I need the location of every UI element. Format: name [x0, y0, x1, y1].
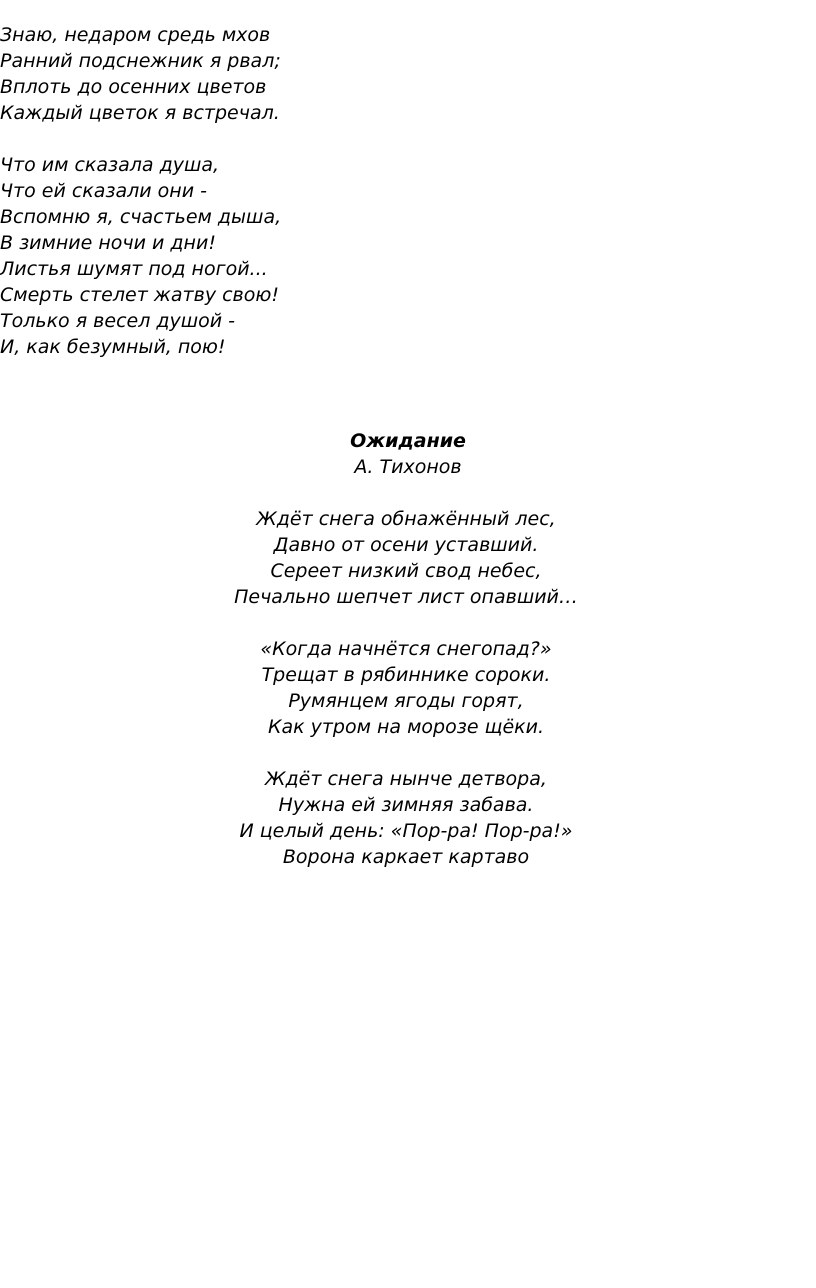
poem-line: Ворона каркает картаво — [282, 846, 530, 868]
poem-1 — [0, 22, 420, 360]
poem-line: Только я весел душой - — [0, 310, 236, 332]
poem-line: Вспомню я, счастьем дыша, — [0, 206, 282, 228]
stanza-gap — [0, 610, 816, 636]
poem-line: Вплоть до осенних цветов — [0, 76, 267, 98]
poem-line: Ждёт снега нынче детвора, — [265, 768, 547, 790]
poem-line: И целый день: «Пор-ра! Пор-ра!» — [239, 820, 573, 842]
poem-author: А. Тихонов — [354, 456, 462, 478]
poem-line: Ждёт снега обнажённый лес, — [256, 508, 556, 530]
poem-line: «Когда начнётся снегопад?» — [260, 638, 552, 660]
poem-title: Ожидание — [350, 430, 466, 452]
stanza-gap — [0, 480, 816, 506]
poem-line: Знаю, недаром средь мхов — [0, 24, 271, 46]
poem-line: В зимние ночи и дни! — [0, 232, 216, 254]
stanza-gap — [0, 740, 816, 766]
poem-line: Печально шепчет лист опавший… — [234, 586, 578, 608]
poem-line: И, как безумный, пою! — [0, 336, 226, 358]
poem-2-stanza-3 — [0, 766, 814, 870]
poem-2 — [0, 428, 816, 870]
poem-line: Сереет низкий свод небес, — [270, 560, 542, 582]
poem-line: Трещат в рябиннике сороки. — [261, 664, 551, 686]
poem-2-stanza-2 — [0, 636, 814, 740]
poem-line: Как утром на морозе щёки. — [267, 716, 545, 738]
poem-line: Нужна ей зимняя забава. — [278, 794, 534, 816]
poem-line: Ранний подснежник я рвал; — [0, 50, 281, 72]
poem-line: Румянцем ягоды горят, — [288, 690, 524, 712]
poem-line: Листья шумят под ногой... — [0, 258, 268, 280]
poem-1-stanza-2 — [0, 152, 420, 360]
poem-1-stanza-1 — [0, 22, 420, 126]
poem-line: Что им сказала душа, — [0, 154, 220, 176]
poem-2-stanza-1 — [0, 506, 814, 610]
poem-line: Смерть стелет жатву свою! — [0, 284, 279, 306]
poem-line: Что ей сказали они - — [0, 180, 207, 202]
poem-line: Каждый цветок я встречал. — [0, 102, 280, 124]
stanza-gap — [0, 126, 420, 152]
poem-line: Давно от осени уставший. — [273, 534, 539, 556]
